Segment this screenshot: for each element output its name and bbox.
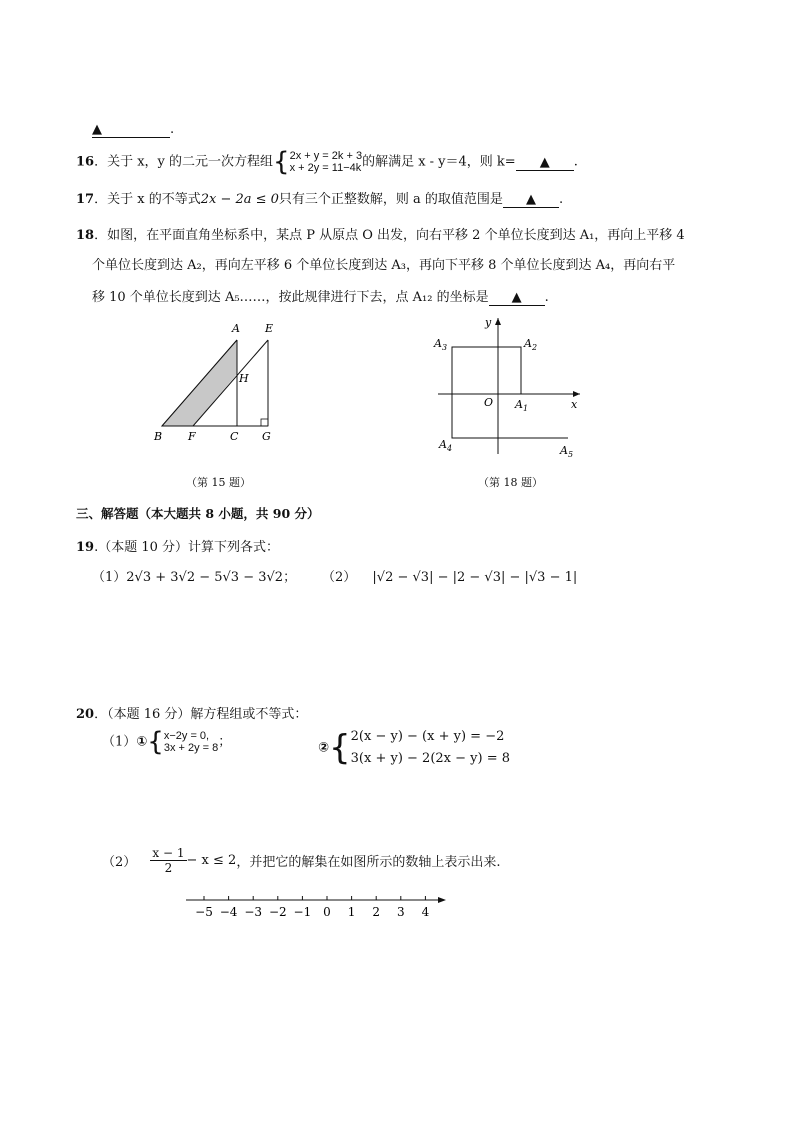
svg-text:A3: $A_3$ (434, 337, 448, 352)
label-A: A (232, 322, 240, 335)
question-17: 17．关于 x 的不等式2x − 2a ≤ 0只有三个正整数解，则 a 的取值范围是 ▲ . (76, 192, 564, 207)
label-F: F (188, 430, 196, 443)
tick-label: −5 (195, 905, 213, 919)
label-C: C (230, 430, 239, 443)
svg-text:A1: $A_1$ (515, 398, 529, 413)
section-3-heading: 三、解答题（本大题共 8 小题，共 90 分） (76, 506, 320, 521)
question-20: 20．（本题 16 分）解方程组或不等式： (76, 707, 308, 722)
tick-label: 4 (421, 905, 430, 919)
tick-label: −4 (219, 905, 238, 919)
tick-label: −1 (293, 905, 312, 919)
svg-text:O: O (484, 396, 494, 409)
svg-text:A2: $A_2$ (524, 337, 538, 352)
question-18: 18．如图，在平面直角坐标系中，某点 P 从原点 O 出发，向右平移 2 个单位长度到达 A₁，再向上平移 4 (76, 228, 685, 243)
tick-label: 2 (372, 905, 381, 919)
q15-answer-blank: ▲ . (92, 122, 175, 137)
question-18-line2: 个单位长度到达 A₂，再向左平移 6 个单位长度到达 A₃，再向下平移 8 个单位长度到达 A₄，再向右平 (92, 258, 676, 273)
tick-label: −2 (268, 905, 287, 919)
q19-part1: （1）2√3 + 3√2 − 5√3 − 3√2； (92, 570, 297, 585)
tick-label: 1 (347, 905, 356, 919)
svg-text:y: y (485, 316, 492, 329)
label-E: E (265, 322, 274, 335)
q19-part2: （2） |√2 − √3| − |2 − √3| − |√3 − 1| (322, 570, 578, 585)
question-19: 19.（本题 10 分）计算下列各式： (76, 540, 280, 555)
question-18-line3: 移 10 个单位长度到达 A₅……，按此规律进行下去，点 A₁₂ 的坐标是 ▲ . (92, 290, 549, 305)
tick-label: 3 (396, 905, 405, 919)
label-B: B (154, 430, 163, 443)
label-H: H (239, 372, 249, 385)
svg-text:x: x (571, 398, 578, 411)
q20-part1-system2: ②{ 2(x − y) − (x + y) = −2 3(x + y) − 2(2x − y) = 8 (318, 728, 511, 768)
svg-text:A4: $A_4$ (439, 438, 453, 453)
figure-15 (150, 318, 290, 448)
question-16: 16．关于 x，y 的二元一次方程组{ 2x + y = 2k + 3 x + 2y = 11−4k 的解满足 x - y＝4，则 k= ▲ . (76, 147, 578, 177)
figure-18-caption: （第 18 题） (478, 476, 543, 489)
tick-label: 0 (323, 905, 331, 919)
figure-15-caption: （第 15 题） (186, 476, 251, 489)
tick-label: −3 (244, 905, 263, 919)
svg-text:A5: $A_5$ (560, 444, 574, 459)
figure-18 (430, 314, 590, 464)
q20-part2: （2） $\frac{x - 1}{2}$ − x ≤ 2，并把它的解集在如图所示的数轴上表示出来. (102, 846, 501, 875)
label-G: G (262, 430, 271, 443)
q20-part1-system1: （1）①{ x−2y = 0, 3x + 2y = 8 ； (102, 727, 232, 757)
number-line (180, 890, 450, 920)
